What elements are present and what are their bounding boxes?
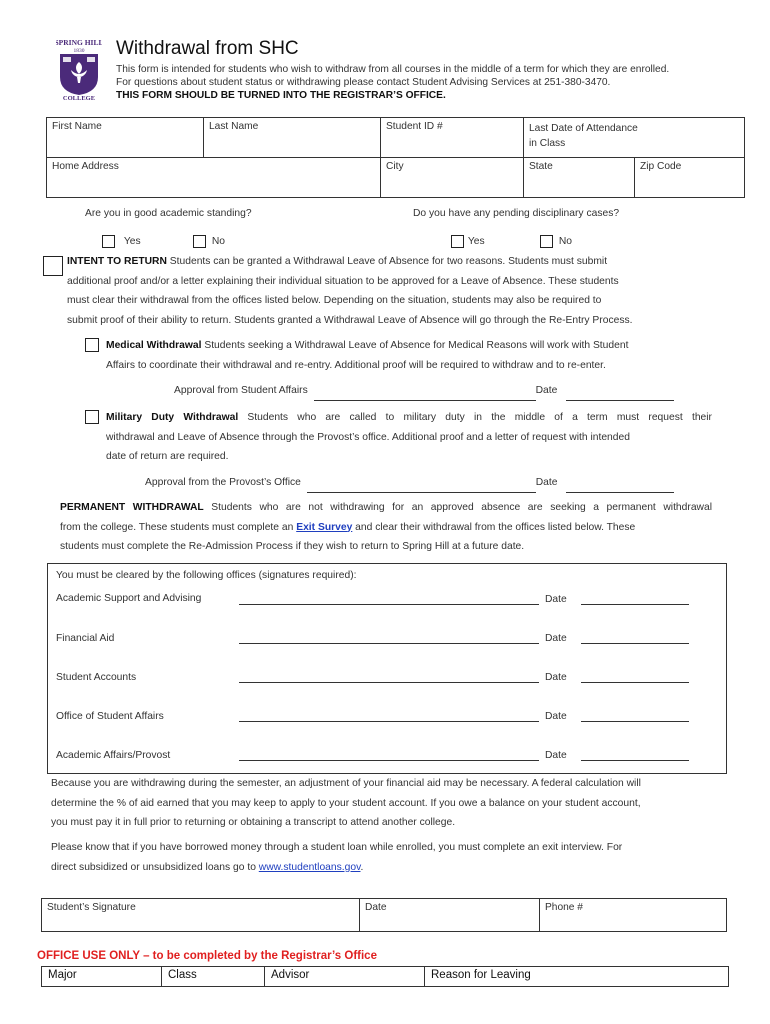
office-academic-support: Academic Support and Advising [56,593,202,604]
svg-text:COLLEGE: COLLEGE [62,95,96,101]
military-withdrawal-checkbox[interactable] [85,410,99,424]
medical-withdrawal-paragraph: Medical Withdrawal Students seeking a Withdrawal Leave of Absence for Medical Reasons will work with Student Affairs to coordinate their withdrawal and re-entry. Additional proof will be required to withdraw and to re-enter. [106,340,629,371]
disciplinary-no-option[interactable]: No [540,235,572,248]
city-field[interactable]: City [381,158,524,198]
office-academic-affairs: Academic Affairs/Provost [56,750,171,761]
medical-withdrawal-checkbox[interactable] [85,338,99,352]
state-field[interactable]: State [524,158,635,198]
disciplinary-yes-option[interactable]: Yes [451,235,485,248]
office-student-accounts: Student Accounts [56,672,137,683]
office-financial-aid: Financial Aid [56,633,115,644]
svg-text:SPRING HILL: SPRING HILL [56,38,102,47]
class-field[interactable]: Class [162,967,265,987]
office-student-affairs: Office of Student Affairs [56,711,164,722]
reason-for-leaving-field[interactable]: Reason for Leaving [425,967,729,987]
military-withdrawal-paragraph: Military Duty Withdrawal Students who are called to military duty in the middle of a term must request their withdrawal and Leave of Absence through the Provost’s office. Additional proof and a letter of request with intended date of return are required. [106,412,712,462]
zip-code-field[interactable]: Zip Code [635,158,745,198]
student-affairs-date-line[interactable] [581,710,689,722]
disciplinary-no-checkbox[interactable] [540,235,553,248]
office-use-grid [41,966,729,987]
financial-aid-notice: Because you are withdrawing during the semester, an adjustment of your financial aid may be necessary. A federal calculation will determine the % of aid earned that you may keep to apply to your student account. If you owe a balance on your student account, you must pay it in full prior to returning or obtaining a transcript to attend another college. [51,778,641,828]
student-affairs-approval-line[interactable]: Approval from Student Affairs Date [174,381,674,401]
advisor-field[interactable]: Advisor [265,967,425,987]
student-info-grid [46,117,745,198]
signature-date-field[interactable]: Date [360,899,540,932]
form-intro [116,63,736,102]
academic-support-signature-line[interactable] [239,593,539,605]
financial-aid-date-line[interactable] [581,632,689,644]
student-signature-field[interactable]: Student’s Signature [42,899,360,932]
clearance-heading: You must be cleared by the following offices (signatures required): [56,570,357,581]
student-accounts-date-line[interactable] [581,671,689,683]
signature-grid [41,898,727,932]
standing-yes-checkbox[interactable] [102,235,115,248]
office-use-heading: OFFICE USE ONLY – to be completed by the Registrar’s Office [37,950,377,962]
student-loan-notice: Please know that if you have borrowed money through a student loan while enrolled, you must complete an exit interview. For direct subsidized or unsubsidized loans go to www.studentloans.gov. [51,842,623,873]
major-field[interactable]: Major [42,967,162,987]
studentloans-link[interactable]: www.studentloans.gov [258,861,361,873]
last-date-attendance-field[interactable]: Last Date of Attendance in Class [524,118,745,158]
standing-no-checkbox[interactable] [193,235,206,248]
provost-approval-line[interactable]: Approval from the Provost’s Office Date [145,473,674,493]
spring-hill-college-logo [56,37,102,101]
phone-field[interactable]: Phone # [540,899,727,932]
academic-affairs-signature-line[interactable] [239,749,539,761]
academic-affairs-date-line[interactable] [581,749,689,761]
last-name-field[interactable]: Last Name [204,118,381,158]
svg-text:1830: 1830 [73,48,85,54]
exit-survey-link[interactable]: Exit Survey [296,521,353,533]
intro-line-1: This form is intended for students who wish to withdraw from all courses in the middle of a term for which they are enrolled. [116,64,670,75]
intro-line-2: For questions about student status or withdrawing please contact Student Advising Services at 251-380-3470. [116,77,611,88]
home-address-field[interactable]: Home Address [47,158,381,198]
disciplinary-yes-checkbox[interactable] [451,235,464,248]
standing-yes-option[interactable]: Yes [102,235,141,248]
intent-to-return-paragraph: INTENT TO RETURN Students can be granted a Withdrawal Leave of Absence for two reasons. Students must submit additional proof and/or a letter explaining their individual situation to be approved for a Leave of Absence. These students must clear their withdrawal from the offices listed below. Depending on the situation, students may also be required to submit proof of their ability to return. Students granted a Withdrawal Leave of Absence will go through the Re-Entry Process. [67,256,633,326]
student-affairs-signature-line[interactable] [239,710,539,722]
permanent-withdrawal-paragraph: PERMANENT WITHDRAWAL Students who are not withdrawing for an approved absence are seeking a permanent withdrawal from the college. These students must complete an Exit Survey and clear their withdrawal from the offices listed below. These students must complete the Re-Admission Process if they wish to return to Spring Hill at a future date. [60,502,712,552]
student-id-field[interactable]: Student ID # [381,118,524,158]
form-title: Withdrawal from SHC [116,38,299,59]
intro-bold-line: THIS FORM SHOULD BE TURNED INTO THE REGISTRAR’S OFFICE. [116,90,446,101]
standing-no-option[interactable]: No [193,235,225,248]
financial-aid-signature-line[interactable] [239,632,539,644]
office-clearance-box: You must be cleared by the following offices (signatures required): Academic Support and Advising Date Financial Aid Date Student Accounts Date Office of Student Affairs Date Academic Affairs/Provost Date [47,563,727,774]
student-accounts-signature-line[interactable] [239,671,539,683]
disciplinary-question: Do you have any pending disciplinary cases? [413,208,620,219]
intent-to-return-checkbox[interactable] [43,256,63,276]
academic-standing-question: Are you in good academic standing? [85,208,252,219]
academic-support-date-line[interactable] [581,593,689,605]
first-name-field[interactable]: First Name [47,118,204,158]
